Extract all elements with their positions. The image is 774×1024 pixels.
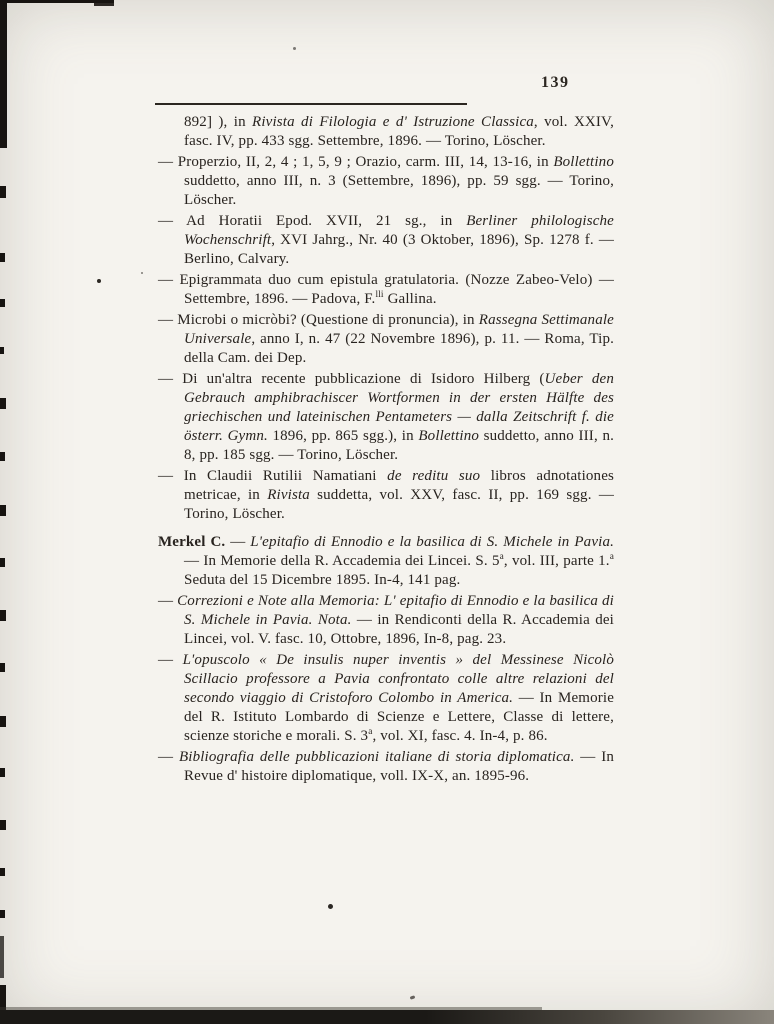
- entry-text: suddetta, vol. XXV, fasc. II, pp. 169 sgg. — Torino, Löscher.: [184, 487, 614, 522]
- scan-artifact-left-tick: [0, 663, 5, 672]
- bibliography-entry: [158, 153, 614, 210]
- scan-artifact-left-tick: [0, 253, 5, 262]
- entry-text: — Properzio, II, 2, 4 ; 1, 5, 9 ; Orazio, carm. III, 14, 13-16, in: [158, 154, 554, 170]
- work-title: L'epitafio di Ennodio e la basilica di S. Michele in Pavia.: [250, 534, 614, 550]
- scan-artifact-left-bar: [0, 0, 7, 148]
- work-title: L'opuscolo « De insulis nuper inventis » del Messinese Nicolò Scillacio professore a Pavia confrontato colle altre relazioni del secondo viaggio di Cristoforo Colombo in America.: [182, 652, 614, 706]
- entry-text: —: [158, 749, 179, 765]
- entry-text: a: [609, 552, 614, 562]
- scan-artifact-left-tick: [0, 558, 5, 567]
- ink-speck: [141, 272, 143, 274]
- work-title: Correzioni e Note alla Memoria: L' epitafio di Ennodio e la basilica di S. Michele in Pavia. Nota.: [177, 593, 614, 628]
- work-title: Berliner philologische Wochenschrift: [184, 213, 614, 248]
- work-title: de reditu suo: [387, 468, 481, 484]
- scan-artifact-left-tick: [0, 716, 6, 727]
- ink-speck: [410, 995, 416, 1000]
- work-title: Bollettino: [418, 428, 480, 444]
- entry-text: Seduta del 15 Dicembre 1895. In-4, 141 pag.: [184, 572, 461, 588]
- entry-text: — Ad Horatii Epod. XVII, 21 sg., in: [158, 213, 467, 229]
- entry-text: , vol. III, parte 1.: [503, 553, 610, 569]
- work-title: Ueber den Gebrauch amphibrachiscer Wortformen in der ersten Hälfte des griechischen und lateinischen Pentameters — dalla Zeitschrift f. die österr. Gymn.: [184, 371, 614, 444]
- ink-speck: [293, 47, 296, 50]
- entry-text: a: [368, 727, 373, 737]
- author-name: Merkel C.: [158, 534, 226, 550]
- bibliography-entry: [158, 311, 614, 368]
- bibliography-entry: [158, 113, 614, 151]
- work-title: Rivista di Filologia e d' Istruzione Classica: [252, 114, 534, 130]
- entry-text: — In Revue d' histoire diplomatique, voll. IX-X, an. 1895-96.: [184, 749, 614, 784]
- bibliography-entry: [158, 212, 614, 269]
- scan-artifact-left-tick: [0, 452, 5, 461]
- ink-speck: [328, 904, 333, 909]
- header-rule: [155, 103, 467, 105]
- bibliography-text: [158, 113, 614, 788]
- scan-artifact-left-tick: [0, 398, 6, 409]
- work-title: Bollettino: [553, 154, 614, 170]
- entry-text: — Di un'altra recente pubblicazione di Isidoro Hilberg (: [158, 371, 545, 387]
- scan-artifact-left-tick: [0, 505, 6, 516]
- entry-text: a: [499, 552, 504, 562]
- scan-artifact-left-tick: [0, 347, 4, 354]
- entry-text: —: [158, 652, 183, 668]
- entry-text: — in Rendiconti della R. Accademia dei Lincei, vol. V. fasc. 10, Ottobre, 1896, In-8, pag. 23.: [184, 612, 614, 647]
- ink-speck: [97, 279, 101, 283]
- entry-text: — In Claudii Rutilii Namatiani: [158, 468, 388, 484]
- page-number: 139: [541, 74, 570, 91]
- work-title: Rassegna Settimanale Universale: [184, 312, 614, 347]
- scan-artifact-left-tick: [0, 820, 6, 830]
- scan-artifact-top-edge: [94, 3, 114, 6]
- work-title: Rivista: [267, 487, 310, 503]
- entry-text: — In Memorie del R. Istituto Lombardo di Scienze e Lettere, Classe di lettere, scienze storiche e morali. S. 3: [184, 690, 614, 744]
- entry-text: suddetto, anno III, n. 3 (Settembre, 1896), pp. 59 sgg. — Torino, Löscher.: [184, 173, 614, 208]
- scan-artifact-left-bar: [0, 936, 4, 978]
- entry-text: , vol. XXIV, fasc. IV, pp. 433 sgg. Settembre, 1896. — Torino, Löscher.: [184, 114, 615, 149]
- entry-text: 892] ), in: [184, 114, 253, 130]
- bibliography-entry: [158, 748, 614, 786]
- entry-text: —: [158, 593, 178, 609]
- bibliography-entry: [158, 271, 614, 309]
- entry-text: suddetto, anno III, n. 8, pp. 185 sgg. — Torino, Löscher.: [184, 428, 614, 463]
- bibliography-entry: [158, 467, 614, 524]
- entry-text: lli: [375, 290, 384, 300]
- scan-artifact-left-tick: [0, 299, 5, 307]
- scan-artifact-left-tick: [0, 186, 6, 198]
- work-title: Bibliografia delle pubblicazioni italiane di storia diplomatica.: [178, 749, 575, 765]
- entry-text: , vol. XI, fasc. 4. In-4, p. 86.: [372, 728, 548, 744]
- scan-artifact-left-tick: [0, 610, 6, 621]
- entry-text: , XVI Jahrg., Nr. 40 (3 Oktober, 1896), Sp. 1278 f. — Berlino, Calvary.: [184, 232, 614, 267]
- entry-text: — Epigrammata duo cum epistula gratulatoria. (Nozze Zabeo-Velo) — Settembre, 1896. — Padova, F.: [158, 272, 614, 307]
- entry-text: — Microbi o micròbi? (Questione di pronuncia), in: [158, 312, 479, 328]
- entry-text: — In Memorie della R. Accademia dei Lincei. S. 5: [184, 553, 500, 569]
- scan-artifact-left-tick: [0, 768, 5, 777]
- entry-text: Gallina.: [383, 291, 437, 307]
- bibliography-entry: [158, 592, 614, 649]
- bibliography-entry: [158, 533, 614, 590]
- entry-text: 1896, pp. 865 sgg.), in: [267, 428, 419, 444]
- bibliography-entry: [158, 370, 614, 465]
- entry-text: —: [225, 534, 251, 550]
- bibliography-entry: [158, 651, 614, 746]
- entry-text: , anno I, n. 47 (22 Novembre 1896), p. 11. — Roma, Tip. della Cam. dei Dep.: [184, 331, 614, 366]
- scan-artifact-bottom-edge: [0, 1010, 774, 1024]
- scan-artifact-left-tick: [0, 868, 5, 876]
- scan-artifact-left-tick: [0, 910, 5, 918]
- entry-text: libros adnotationes metricae, in: [184, 468, 614, 503]
